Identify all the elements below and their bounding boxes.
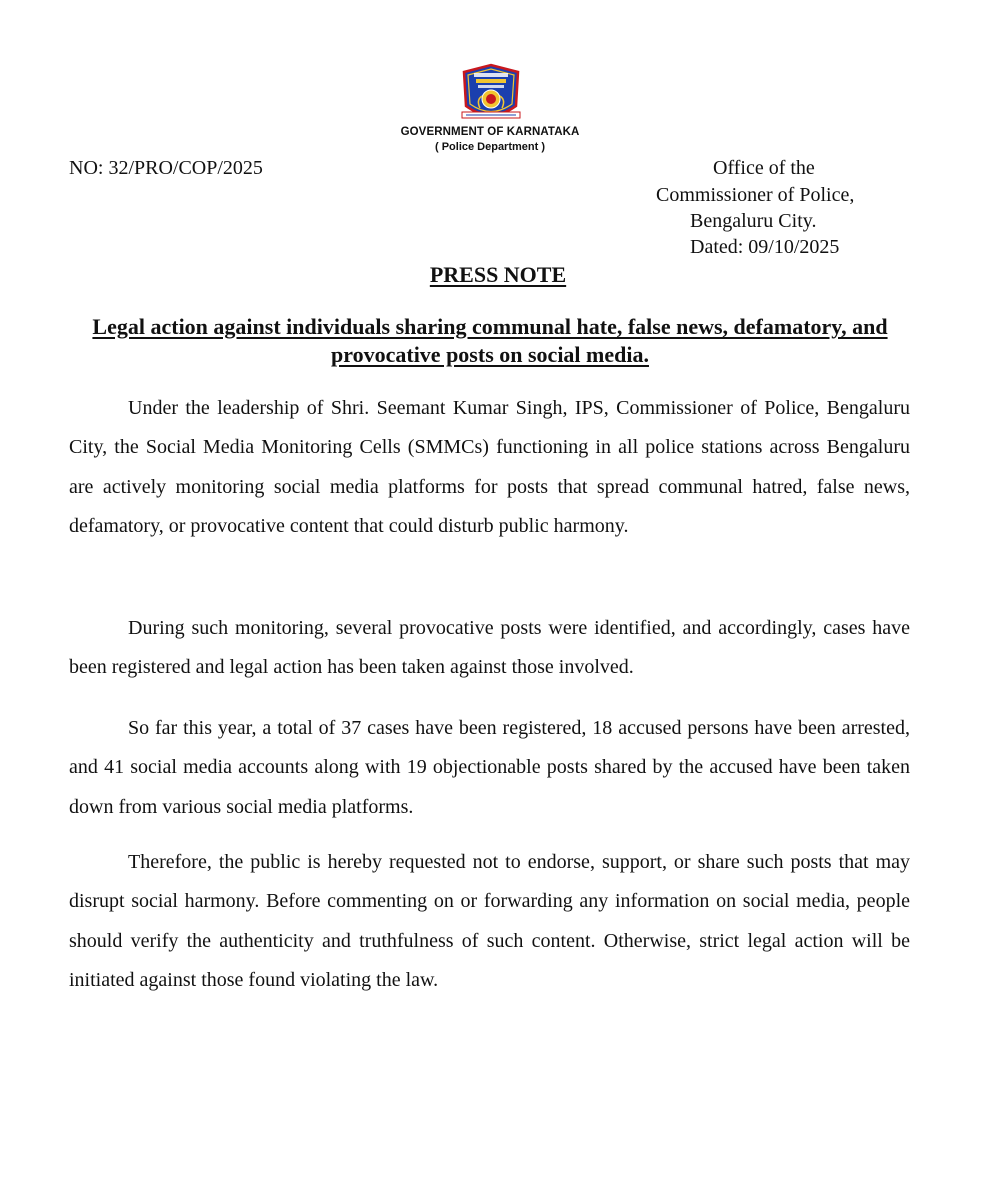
office-line-2: Commissioner of Police, (656, 184, 855, 206)
bengaluru-city-police-emblem (456, 62, 526, 130)
paragraph-4: Therefore, the public is hereby requested not to endorse, support, or share such posts that may disrupt social harmony. Before commenting on or forwarding any information on social media, people should verify the authenticity and truthfulness of such content. Otherwise, strict legal action will be initiated against those found violating the law. (69, 851, 910, 991)
reference-number: NO: 32/PRO/COP/2025 (69, 157, 263, 179)
paragraph-1: Under the leadership of Shri. Seemant Kumar Singh, IPS, Commissioner of Police, Bengaluru City, the Social Media Monitoring Cells (SMMCs) functioning in all police stations across Bengaluru are actively monitoring social media platforms for posts that spread communal hatred, false news, defamatory, or provocative content that could disturb public harmony. (69, 397, 910, 537)
paragraph-2: During such monitoring, several provocative posts were identified, and accordingly, cases have been registered and legal action has been taken against those involved. (69, 617, 910, 679)
office-line-1: Office of the (713, 157, 815, 179)
dated: Dated: 09/10/2025 (690, 236, 840, 258)
paragraph-3: So far this year, a total of 37 cases have been registered, 18 accused persons have been arrested, and 41 social media accounts along with 19 objectionable posts shared by the accused have been taken down from various social media platforms. (69, 717, 910, 818)
press-note-title: PRESS NOTE (429, 262, 567, 287)
police-shield-icon (456, 62, 526, 130)
headline: Legal action against individuals sharing communal hate, false news, defamatory, and provocative posts on social media. (92, 314, 888, 367)
department-subtitle: ( Police Department ) (434, 141, 546, 153)
government-title: GOVERNMENT OF KARNATAKA (400, 126, 580, 138)
office-line-3: Bengaluru City. (690, 210, 817, 232)
